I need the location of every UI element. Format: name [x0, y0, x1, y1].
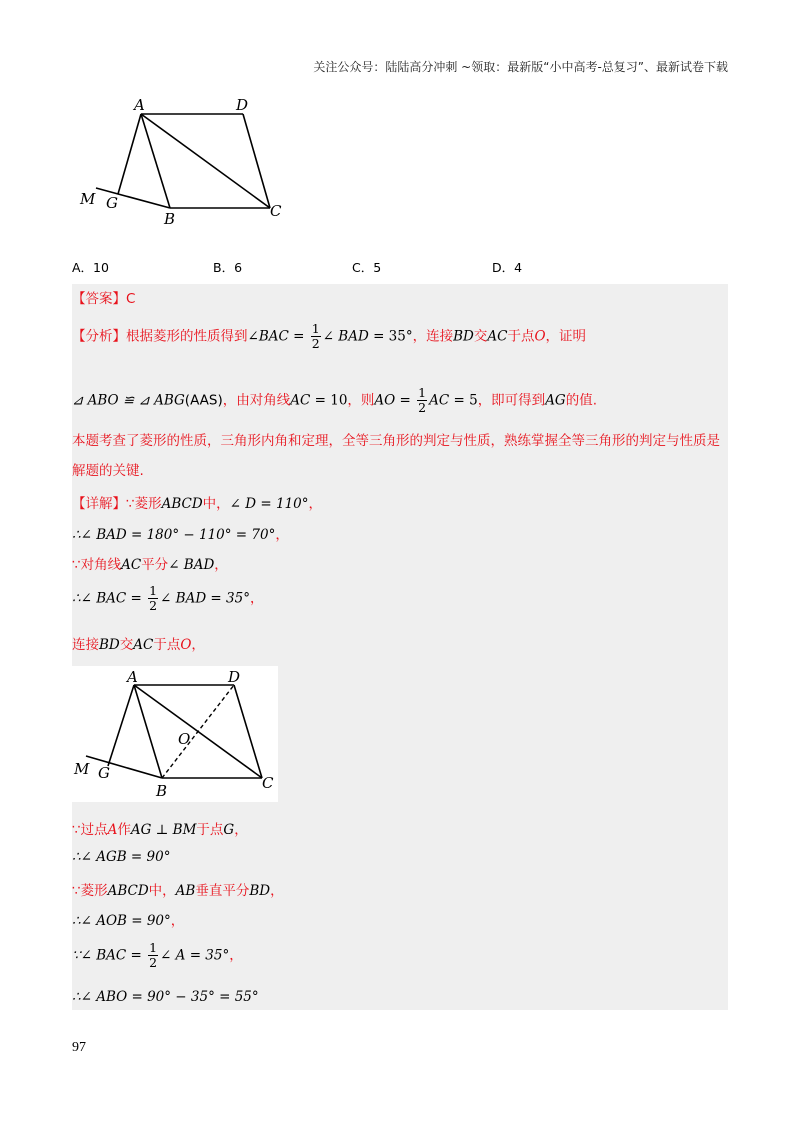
fraction: $\frac{1}{2}$: [418, 385, 427, 415]
answer-tag: 【答案】: [72, 291, 126, 307]
figure-rhombus: [78, 94, 298, 234]
answer-line: [72, 287, 728, 307]
fraction: $\frac{1}{2}$: [311, 321, 320, 351]
label-d: D: [236, 96, 249, 114]
label-m: M: [74, 760, 90, 778]
label-a: A: [127, 668, 138, 686]
page-header: 关注公众号：陆陆高分冲刺 ~领取：最新版“小中高考-总复习”、最新试卷下载: [313, 60, 728, 74]
detail-line-4: ∴∠ BAC = $\frac{1}{2}$ ∠ BAD = 35°，: [72, 583, 264, 613]
analysis-line-2: ⊿ ABO ≌ ⊿ ABG(AAS)，由对角线AC = 10，则AO = $\frac{1}{2}$ AC = 5，即可得到AG的值.: [72, 385, 598, 415]
analysis-summary: 本题考查了菱形的性质，三角形内角和定理，全等三角形的判定与性质，熟练掌握全等三角形的判定与性质是解题的关键.: [72, 433, 720, 479]
label-o: O: [178, 730, 191, 748]
option-d: D．4: [492, 260, 523, 275]
answer-options: [72, 258, 672, 276]
fraction: $\frac{1}{2}$: [149, 583, 158, 613]
detail-line-5: 连接BD交AC于点O，: [72, 637, 205, 653]
option-b: B．6: [213, 260, 243, 275]
analysis-line-1: 【分析】根据菱形的性质得到∠BAC = $\frac{1}{2}$ ∠ BAD = 35°，连接BD交AC于点O，证明: [72, 321, 587, 351]
detail-line-2: ∴∠ BAD = 180° − 110° = 70°，: [72, 527, 289, 543]
option-a: A．10: [72, 260, 109, 275]
label-c: C: [270, 202, 282, 220]
detail-line-1: 【详解】∵菱形ABCD中，∠ D = 110°，: [72, 496, 323, 512]
detail-line-9: ∴∠ AOB = 90°，: [72, 913, 185, 929]
detail-line-8: ∵菱形ABCD中，AB垂直平分BD，: [72, 883, 284, 899]
label-b: B: [156, 782, 168, 800]
answer-value: C: [126, 291, 136, 307]
label-m: M: [80, 190, 96, 208]
detail-line-10: ∵∠ BAC = $\frac{1}{2}$ ∠ A = 35°，: [72, 940, 243, 970]
detail-line-11: ∴∠ ABO = 90° − 35° = 55°: [72, 989, 259, 1005]
label-c: C: [262, 774, 274, 792]
page-number: 97: [72, 1040, 86, 1055]
fraction: $\frac{1}{2}$: [149, 940, 158, 970]
label-g: G: [106, 194, 118, 212]
figure-rhombus-with-diagonals: [72, 666, 278, 802]
detail-line-3: ∵对角线AC平分∠ BAD，: [72, 557, 228, 573]
detail-line-6: ∵过点A作AG ⊥ BM于点G，: [72, 822, 248, 838]
label-g: G: [98, 764, 110, 782]
detail-line-7: ∴∠ AGB = 90°: [72, 849, 171, 865]
label-a: A: [134, 96, 145, 114]
label-d: D: [228, 668, 241, 686]
label-b: B: [164, 210, 176, 228]
option-c: C．5: [352, 260, 382, 275]
